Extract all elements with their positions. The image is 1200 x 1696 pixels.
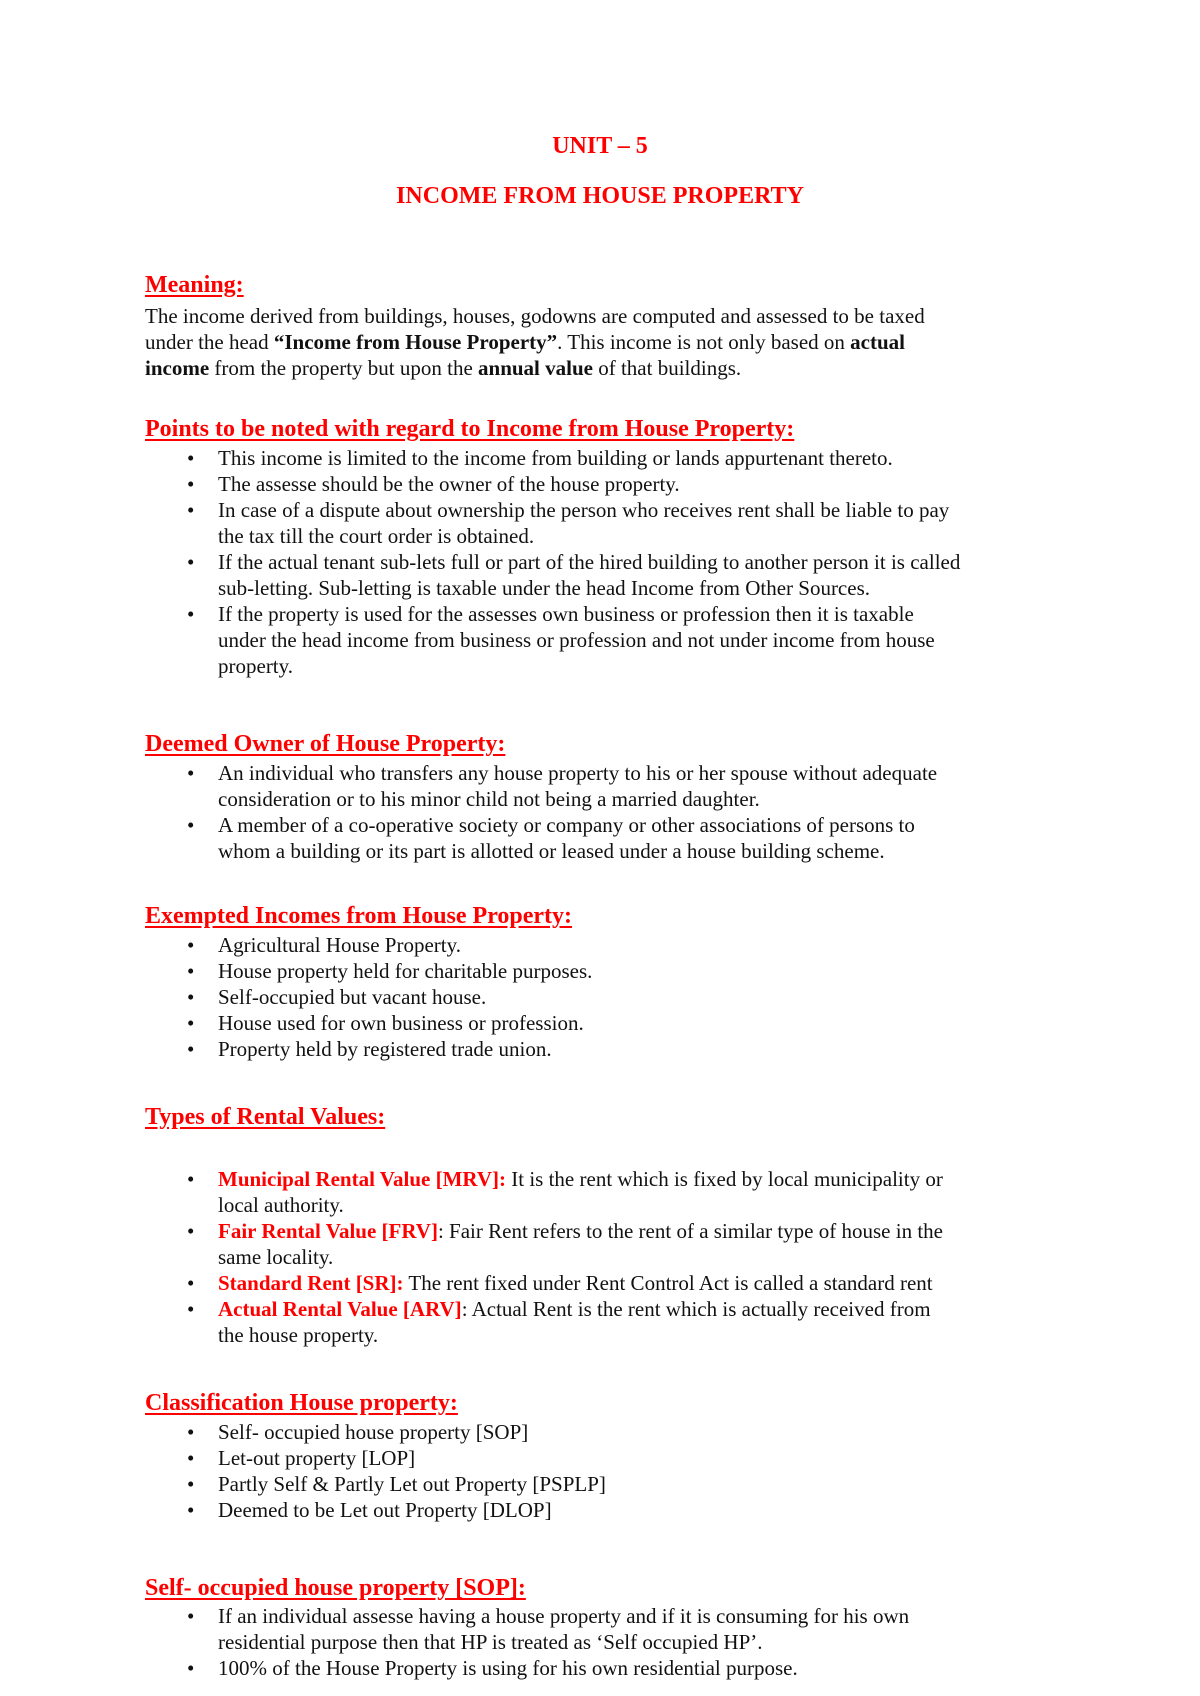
points-list <box>145 445 1065 679</box>
bullet: • <box>187 1498 195 1522</box>
bullet: • <box>187 959 195 983</box>
list-item-line: 100% of the House Property is using for his own residential purpose. <box>218 1656 798 1680</box>
text: The rent fixed under Rent Control Act is called a standard rent <box>403 1271 933 1295</box>
list-item-line: under the head income from business or profession and not under income from house <box>218 628 935 652</box>
list-item <box>145 445 1065 471</box>
text: It is the rent which is fixed by local municipality or <box>506 1167 943 1191</box>
text: of that buildings. <box>592 356 742 380</box>
text: under the head <box>145 330 274 354</box>
list-item-line: sub-letting. Sub-letting is taxable under the head Income from Other Sources. <box>218 576 870 600</box>
text: : Fair Rent refers to the rent of a similar type of house in the <box>437 1219 943 1243</box>
deemed-heading: Deemed Owner of House Property: <box>145 731 506 757</box>
list-item-line: residential purpose then that HP is treated as ‘Self occupied HP’. <box>218 1630 763 1654</box>
list-item-line: If the actual tenant sub-lets full or part of the hired building to another person it is called <box>218 550 961 574</box>
bullet: • <box>187 1011 195 1035</box>
list-item <box>145 812 1065 864</box>
meaning-heading: Meaning: <box>145 272 244 298</box>
text: . This income is not only based on <box>557 330 851 354</box>
bullet: • <box>187 933 195 957</box>
list-item <box>145 497 1065 549</box>
list-item-line: whom a building or its part is allotted or leased under a house building scheme. <box>218 839 885 863</box>
term: Fair Rental Value [FRV] <box>218 1219 438 1243</box>
unit-title: UNIT – 5 <box>552 133 648 159</box>
list-item <box>145 1166 1065 1218</box>
emphasis: income <box>145 356 210 380</box>
bullet: • <box>187 1656 195 1680</box>
list-item-line: Agricultural House Property. <box>218 933 461 957</box>
sop-heading: Self- occupied house property [SOP]: <box>145 1575 526 1601</box>
bullet: • <box>187 813 195 837</box>
emphasis: annual value <box>478 356 593 380</box>
list-item-line: consideration or to his minor child not being a married daughter. <box>218 787 760 811</box>
list-item <box>145 984 1065 1010</box>
term: Municipal Rental Value [MRV]: <box>218 1167 507 1191</box>
list-item <box>145 958 1065 984</box>
bullet: • <box>187 985 195 1009</box>
list-item <box>145 601 1065 679</box>
meaning-line-1: The income derived from buildings, houses, godowns are computed and assessed to be taxed <box>145 304 925 328</box>
list-item-line: In case of a dispute about ownership the person who receives rent shall be liable to pay <box>218 498 950 522</box>
list-item-line: House property held for charitable purposes. <box>218 959 593 983</box>
bullet: • <box>187 472 195 496</box>
list-item-line: An individual who transfers any house property to his or her spouse without adequate <box>218 761 938 785</box>
term: Standard Rent [SR]: <box>218 1271 404 1295</box>
sop-list <box>145 1603 1065 1681</box>
list-item <box>145 1010 1065 1036</box>
text: the house property. <box>218 1323 379 1347</box>
bullet: • <box>187 1420 195 1444</box>
text: same locality. <box>218 1245 334 1269</box>
exempted-list <box>145 932 1065 1062</box>
page-title: INCOME FROM HOUSE PROPERTY <box>396 183 804 209</box>
bullet: • <box>187 1167 195 1191</box>
list-item-line: Deemed to be Let out Property [DLOP] <box>218 1498 552 1522</box>
deemed-list <box>145 760 1065 864</box>
list-item <box>145 1270 1065 1296</box>
bullet: • <box>187 1219 195 1243</box>
bullet: • <box>187 1037 195 1061</box>
list-item-line: This income is limited to the income from building or lands appurtenant thereto. <box>218 446 893 470</box>
bullet: • <box>187 761 195 785</box>
list-item-line: The assesse should be the owner of the house property. <box>218 472 680 496</box>
list-item-line: A member of a co-operative society or company or other associations of persons to <box>218 813 915 837</box>
meaning-paragraph <box>145 303 1065 381</box>
meaning-line-3 <box>145 355 1065 381</box>
list-item-line: property. <box>218 654 294 678</box>
list-item <box>145 1445 1065 1471</box>
bullet: • <box>187 446 195 470</box>
bullet: • <box>187 1271 195 1295</box>
points-heading: Points to be noted with regard to Income from House Property: <box>145 416 795 442</box>
bullet: • <box>187 1297 195 1321</box>
classification-heading: Classification House property: <box>145 1390 458 1416</box>
list-item-line: If an individual assesse having a house property and if it is consuming for his own <box>218 1604 910 1628</box>
list-item <box>145 471 1065 497</box>
list-item <box>145 1603 1065 1655</box>
list-item <box>145 1218 1065 1270</box>
list-item <box>145 549 1065 601</box>
emphasis: actual <box>850 330 905 354</box>
rental-list <box>145 1166 1065 1348</box>
bullet: • <box>187 602 195 626</box>
list-item-line: Self-occupied but vacant house. <box>218 985 487 1009</box>
emphasis: “Income from House Property” <box>273 330 558 354</box>
term: Actual Rental Value [ARV] <box>218 1297 462 1321</box>
bullet: • <box>187 1604 195 1628</box>
text: from the property but upon the <box>209 356 479 380</box>
list-item <box>145 760 1065 812</box>
list-item <box>145 1655 1065 1681</box>
meaning-line-2 <box>145 329 1065 355</box>
bullet: • <box>187 1472 195 1496</box>
exempted-heading: Exempted Incomes from House Property: <box>145 903 573 929</box>
list-item <box>145 932 1065 958</box>
rental-heading: Types of Rental Values: <box>145 1104 386 1130</box>
list-item <box>145 1471 1065 1497</box>
classification-list <box>145 1419 1065 1523</box>
list-item-line: If the property is used for the assesses own business or profession then it is taxable <box>218 602 914 626</box>
bullet: • <box>187 550 195 574</box>
text: : Actual Rent is the rent which is actually received from <box>461 1297 931 1321</box>
list-item <box>145 1036 1065 1062</box>
bullet: • <box>187 1446 195 1470</box>
text: local authority. <box>218 1193 344 1217</box>
list-item-line: Let-out property [LOP] <box>218 1446 416 1470</box>
list-item <box>145 1419 1065 1445</box>
list-item-line: Property held by registered trade union. <box>218 1037 552 1061</box>
list-item <box>145 1497 1065 1523</box>
list-item-line: Partly Self & Partly Let out Property [PSPLP] <box>218 1472 606 1496</box>
list-item-line: Self- occupied house property [SOP] <box>218 1420 529 1444</box>
list-item <box>145 1296 1065 1348</box>
list-item-line: the tax till the court order is obtained. <box>218 524 535 548</box>
bullet: • <box>187 498 195 522</box>
list-item-line: House used for own business or profession. <box>218 1011 584 1035</box>
